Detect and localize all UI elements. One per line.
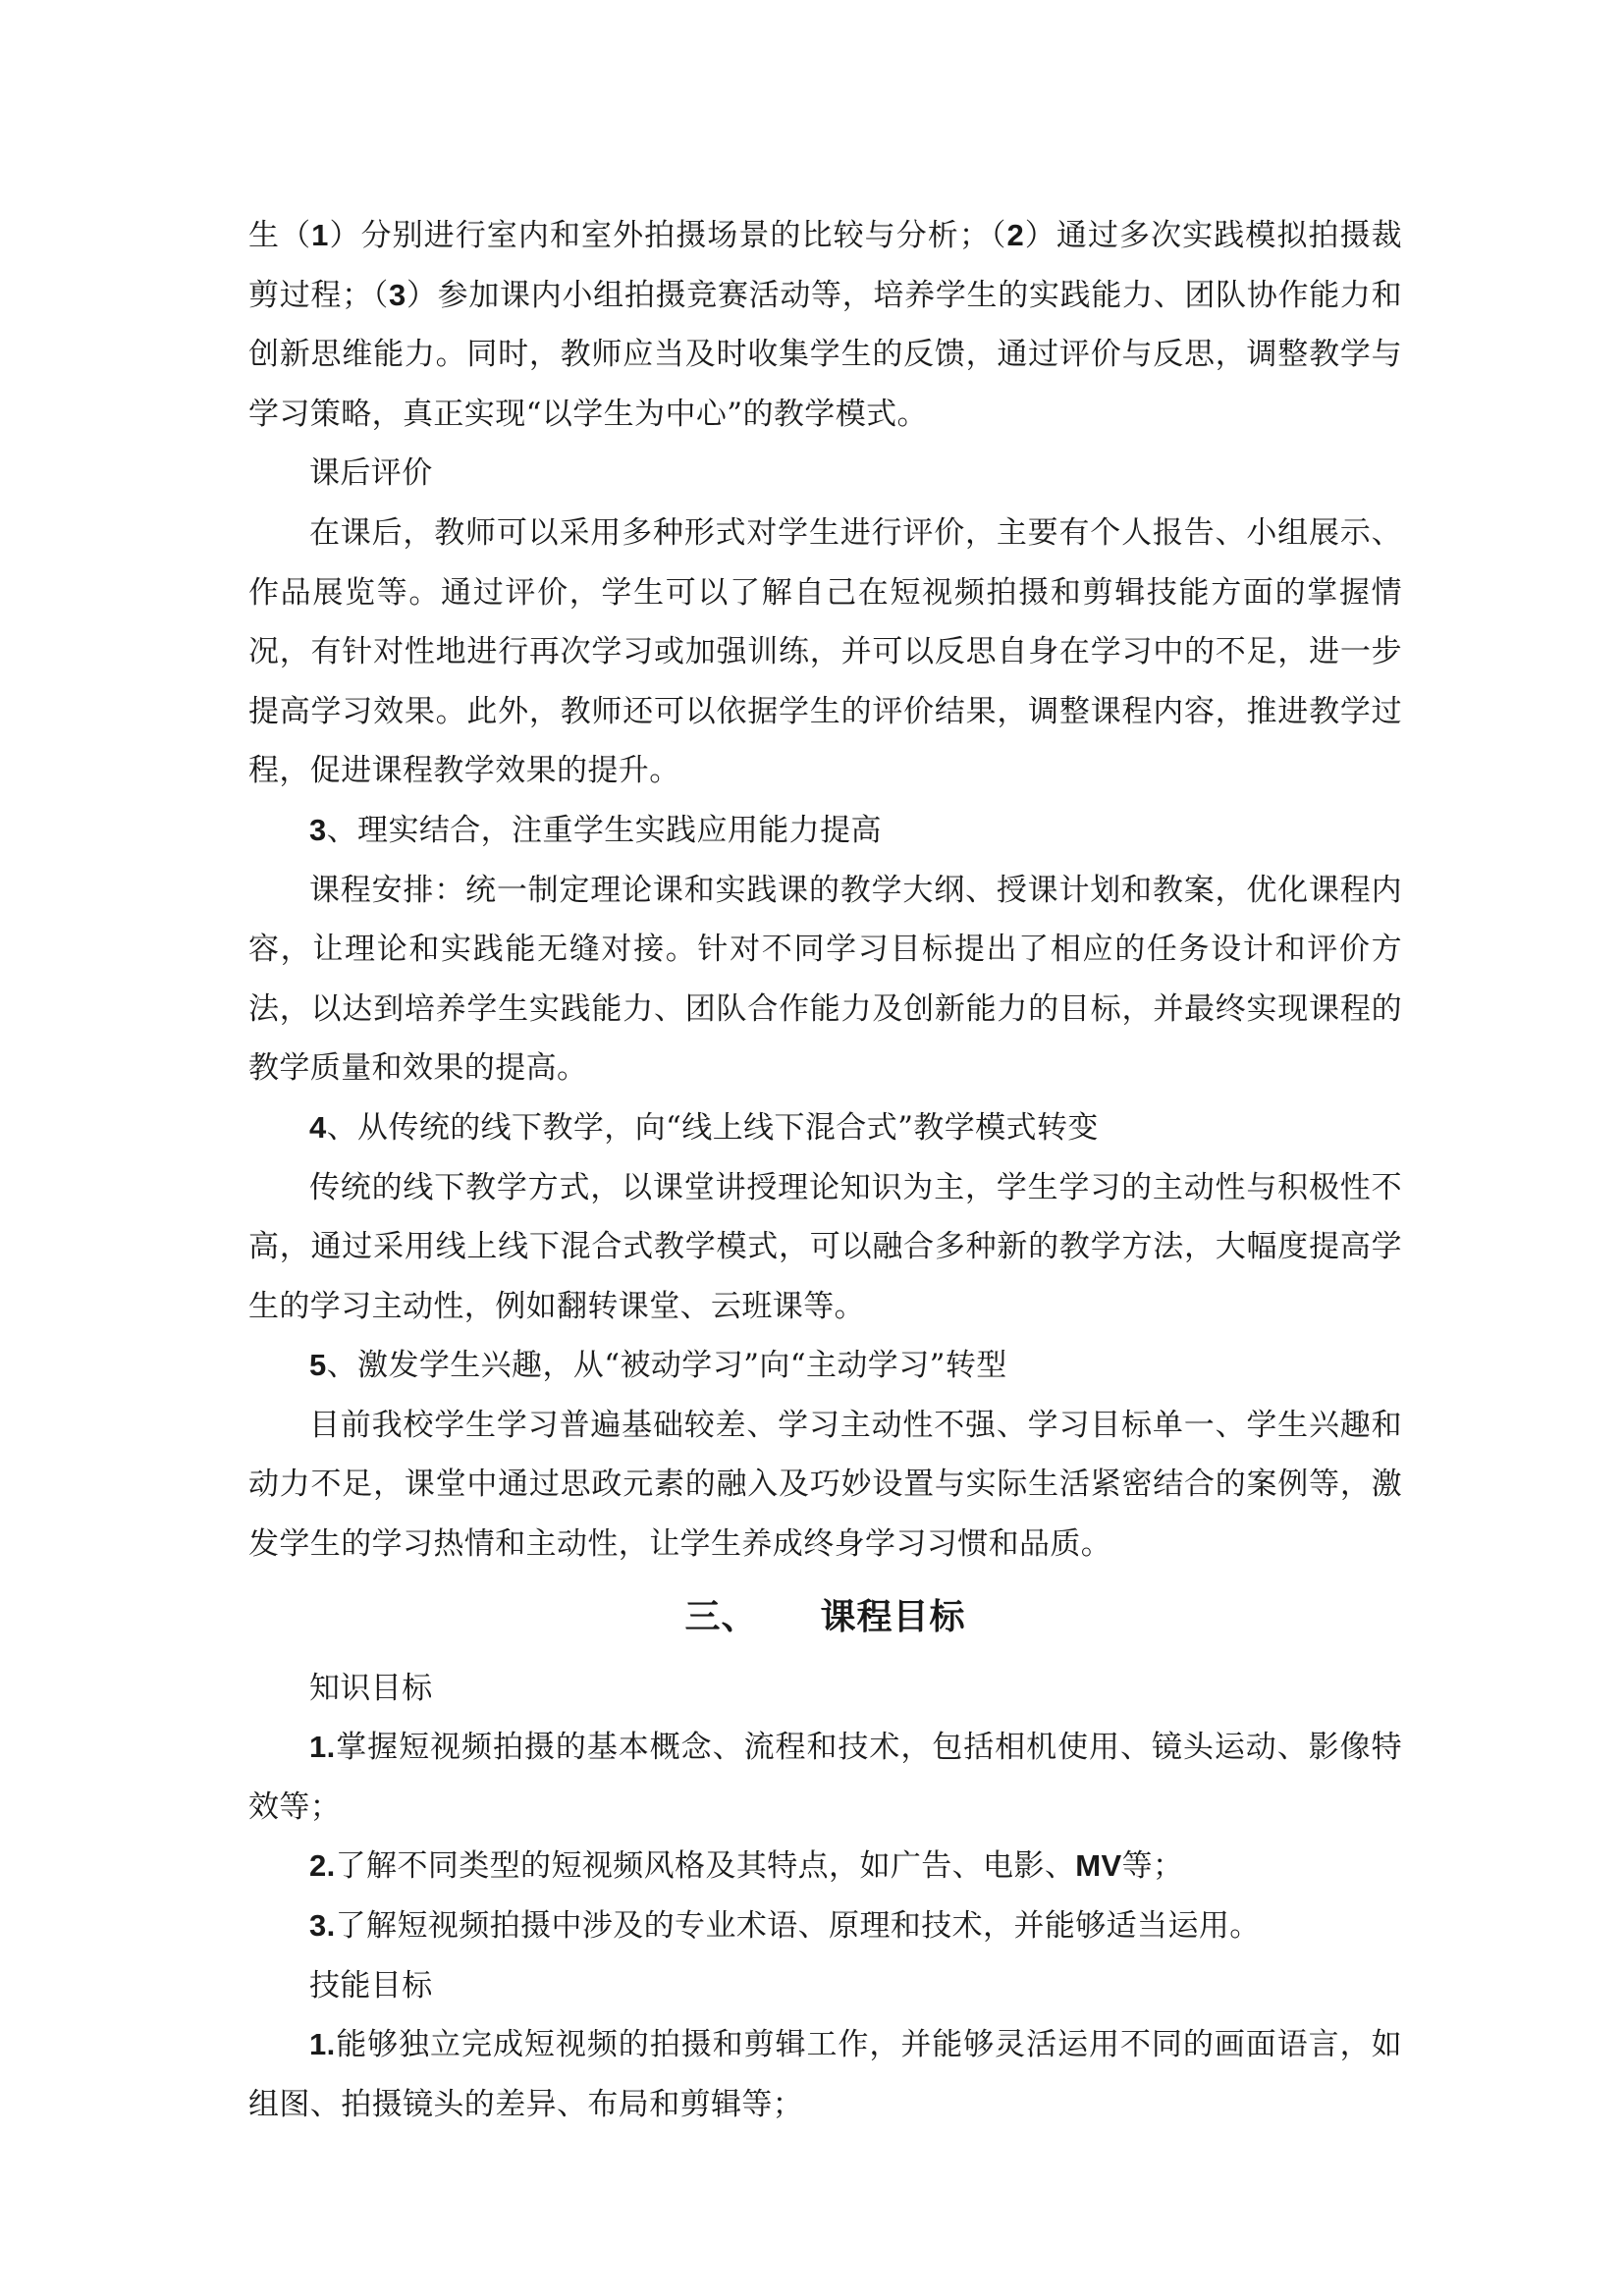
skill-goals-title: 技能目标 — [309, 1967, 433, 2003]
item-heading-5: 5、激发学生兴趣，从“被动学习”向“主动学习”转型 — [309, 1348, 1007, 1384]
section-title: 课程目标 — [820, 1595, 966, 1637]
item-heading-4: 4、从传统的线下教学，向“线上线下混合式”教学模式转变 — [309, 1109, 1099, 1146]
section-number: 三、 — [684, 1595, 758, 1637]
subheading-after-class-evaluation: 课后评价 — [309, 455, 433, 492]
skill-goal-item: 1.能够独立完成短视频的拍摄和剪辑工作，并能够灵活运用不同的画面语言，如组图、拍摄镜头的差异、布局和剪辑等； — [248, 2027, 1402, 2122]
document-page — [248, 206, 1402, 2134]
paragraph-blended-teaching: 传统的线下教学方式，以课堂讲授理论知识为主，学生学习的主动性与积极性不高，通过采用线上线下混合式教学模式，可以融合多种新的教学方法，大幅度提高学生的学习主动性，例如翻转课堂、云班课等。 — [248, 1169, 1402, 1324]
knowledge-goal-item: 3.了解短视频拍摄中涉及的专业术语、原理和技术，并能够适当运用。 — [309, 1908, 1261, 1945]
paragraph-student-interest: 目前我校学生学习普遍基础较差、学习主动性不强、学习目标单一、学生兴趣和动力不足，课堂中通过思政元素的融入及巧妙设置与实际生活紧密结合的案例等，激发学生的学习热情和主动性，让学生养成终身学习习惯和品质。 — [248, 1407, 1402, 1563]
knowledge-goal-item: 1.掌握短视频拍摄的基本概念、流程和技术，包括相机使用、镜头运动、影像特效等； — [248, 1730, 1402, 1825]
paragraph-student-practice: 生（1）分别进行室内和室外拍摄场景的比较与分析；（2）通过多次实践模拟拍摄裁剪过程；（3）参加课内小组拍摄竞赛活动等，培养学生的实践能力、团队协作能力和创新思维能力。同时，教师应当及时收集学生的反馈，通过评价与反思，调整教学与学习策略，真正实现“以学生为中心”的教学模式。 — [248, 218, 1403, 432]
paragraph-course-arrangement: 课程安排：统一制定理论课和实践课的教学大纲、授课计划和教案，优化课程内容，让理论和实践能无缝对接。针对不同学习目标提出了相应的任务设计和评价方法，以达到培养学生实践能力、团队合作能力及创新能力的目标，并最终实现课程的教学质量和效果的提高。 — [248, 872, 1402, 1087]
knowledge-goals-title: 知识目标 — [309, 1670, 433, 1706]
paragraph-after-class-evaluation: 在课后，教师可以采用多种形式对学生进行评价，主要有个人报告、小组展示、作品展览等。通过评价，学生可以了解自己在短视频拍摄和剪辑技能方面的掌握情况，有针对性地进行再次学习或加强训练，并可以反思自身在学习中的不足，进一步提高学习效果。此外，教师还可以依据学生的评价结果，调整课程内容，推进教学过程，促进课程教学效果的提升。 — [248, 514, 1402, 789]
section-heading — [248, 1586, 1402, 1647]
item-heading-3: 3、理实结合，注重学生实践应用能力提高 — [309, 812, 882, 848]
knowledge-goal-item: 2.了解不同类型的短视频风格及其特点，如广告、电影、MV等； — [309, 1848, 1184, 1885]
